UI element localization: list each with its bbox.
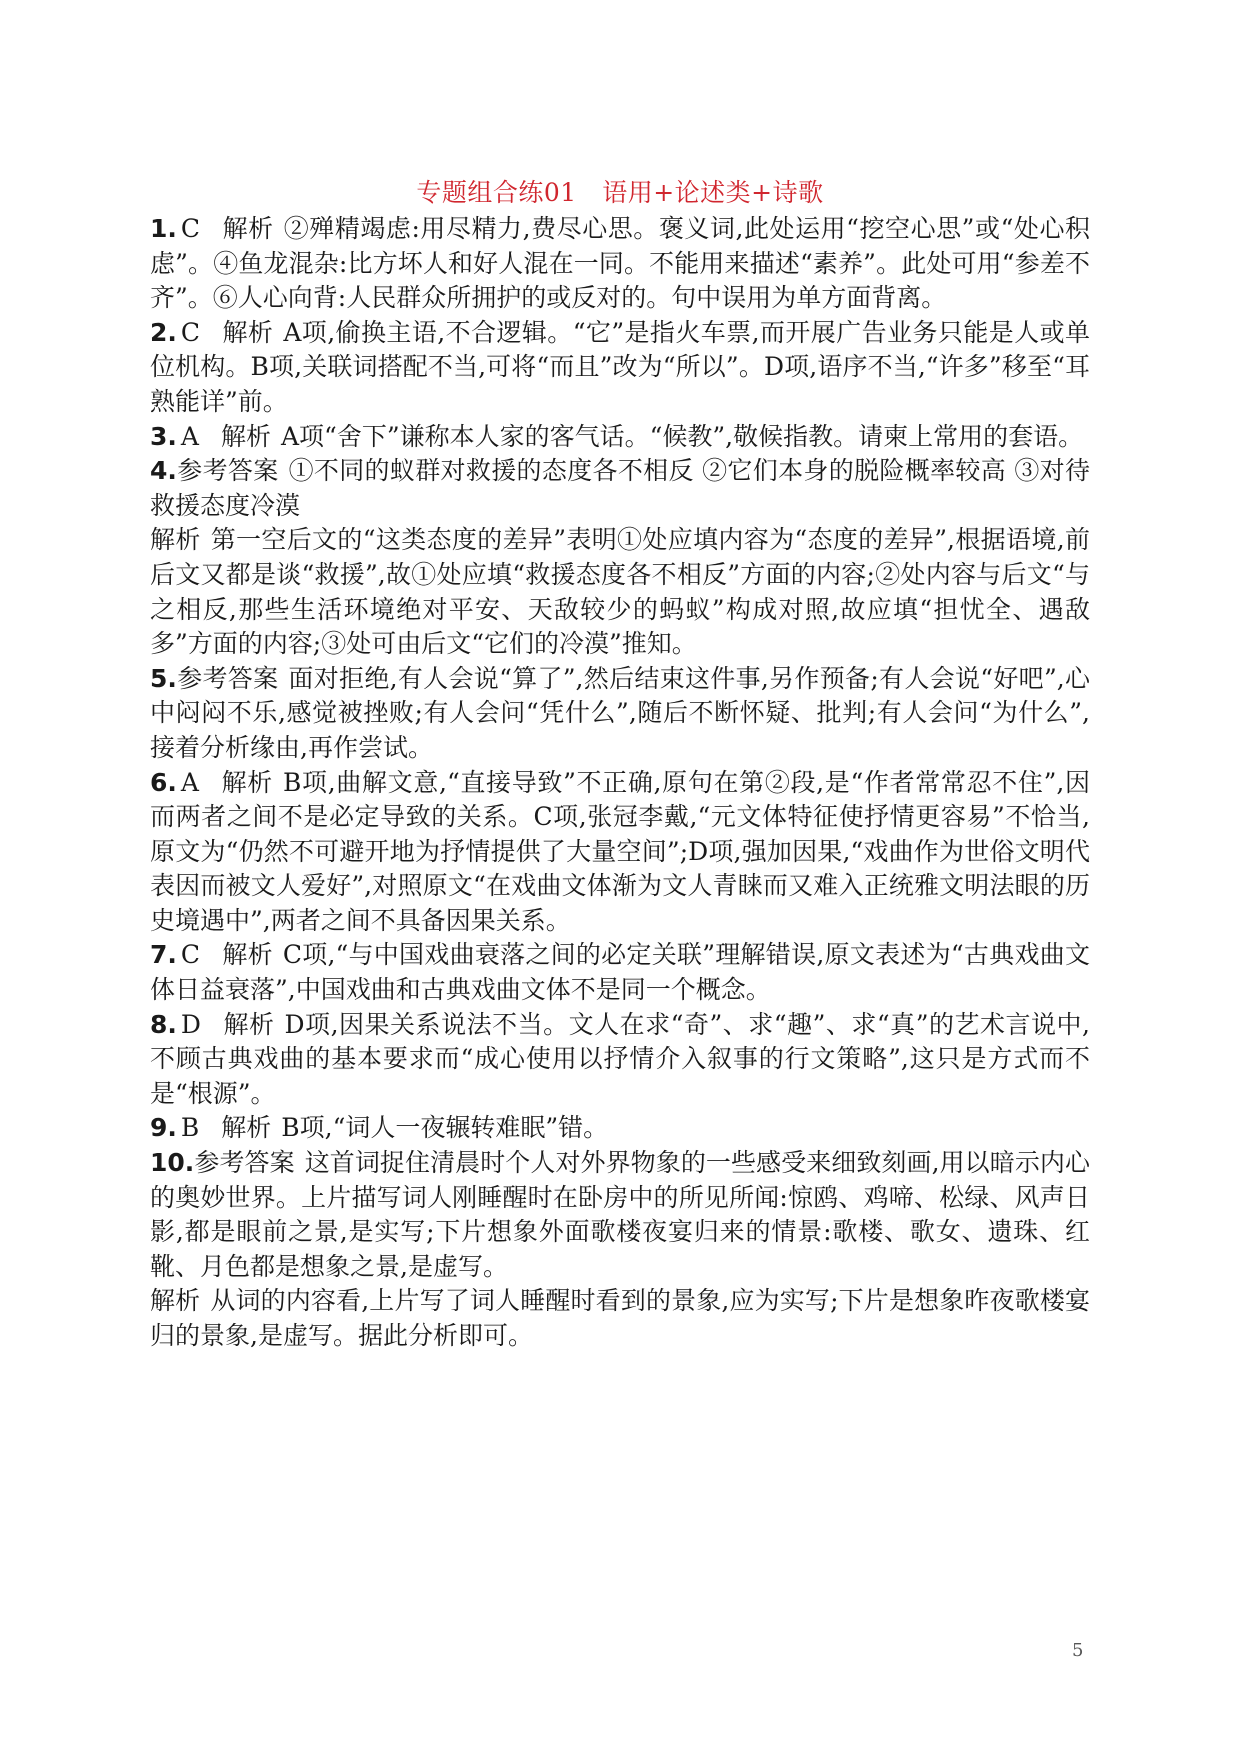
answer-label: 解析 bbox=[221, 1113, 272, 1143]
answer-text: D项,因果关系说法不当。文人在求“奇”、求“趣”、求“真”的艺术言说中,不顾古典戏曲的基本要求而“成心使用以抒情介入叙事的行文策略”,这只是方式而不是“根源”。 bbox=[150, 1009, 1090, 1108]
answer-choice: A bbox=[180, 421, 199, 451]
answer-item bbox=[150, 1284, 1090, 1353]
answer-label: 解析 bbox=[222, 940, 273, 970]
answer-choice: C bbox=[180, 940, 201, 970]
answer-choice: C bbox=[180, 214, 201, 243]
answer-text: 第一空后文的“这类态度的差异”表明①处应填内容为“态度的差异”,根据语境,前后文又都是谈“救援”,故①处应填“救援态度各不相反”方面的内容;②处内容与后文“与之相反,那些生活环境绝对平安、天敌较少的蚂蚁”构成对照,故应填“担忧全、遇敌多”方面的内容;③处可由后文“它们的冷漠”推知。 bbox=[150, 525, 1090, 659]
answer-list bbox=[150, 212, 1090, 1354]
answer-item bbox=[150, 1111, 1090, 1146]
answer-label: 解析 bbox=[222, 214, 274, 243]
answer-item bbox=[150, 1146, 1090, 1284]
answer-text: A项,偷换主语,不合逻辑。“它”是指火车票,而开展广告业务只能是人或单位机构。B项,关联词搭配不当,可将“而且”改为“所以”。D项,语序不当,“许多”移至“耳熟能详”前。 bbox=[150, 317, 1090, 416]
answer-choice: D bbox=[180, 1009, 201, 1039]
answer-choice: C bbox=[180, 317, 201, 347]
answer-text: 从词的内容看,上片写了词人睡醒时看到的景象,应为实写;下片是想象昨夜歌楼宴归的景象,是虚写。据此分析即可。 bbox=[150, 1286, 1090, 1350]
answer-choice: B bbox=[180, 1113, 200, 1143]
answer-label: 解析 bbox=[150, 525, 201, 555]
document-page bbox=[150, 176, 1090, 1354]
question-number: 10. bbox=[150, 1148, 195, 1178]
answer-label: 参考答案 bbox=[176, 663, 279, 693]
question-number: 2. bbox=[150, 317, 177, 347]
answer-item bbox=[150, 1008, 1090, 1112]
answer-item bbox=[150, 420, 1090, 455]
answer-label: 解析 bbox=[220, 767, 273, 797]
answer-text: B项,曲解文意,“直接导致”不正确,原句在第②段,是“作者常常忍不住”,因而两者之间不是必定导致的关系。C项,张冠李戴,“元文体特征使抒情更容易”不恰当,原文为“仍然不可避开地为抒情提供了大量空间”;D项,强加因果,“戏曲作为世俗文明代表因而被文人爱好”,对照原文“在戏曲文体渐为文人青睐而又难入正统雅文明法眼的历史境遇中”,两者之间不具备因果关系。 bbox=[150, 767, 1090, 935]
question-number: 9. bbox=[150, 1113, 177, 1143]
answer-text: 这首词捉住清晨时个人对外界物象的一些感受来细致刻画,用以暗示内心的奥妙世界。上片描写词人刚睡醒时在卧房中的所见所闻:惊鸥、鸡啼、松绿、风声日影,都是眼前之景,是实写;下片想象外面歌楼夜宴归来的情景:歌楼、歌女、遗珠、红靴、月色都是想象之景,是虚写。 bbox=[150, 1148, 1090, 1281]
answer-label: 解析 bbox=[222, 1009, 275, 1039]
question-number: 1. bbox=[150, 214, 177, 243]
answer-text: ②殚精竭虑:用尽精力,费尽心思。褒义词,此处运用“挖空心思”或“处心积虑”。④鱼龙混杂:比方坏人和好人混在一同。不能用来描述“素养”。此处可用“参差不齐”。⑥人心向背:人民群众所拥护的或反对的。句中误用为单方面背离。 bbox=[150, 214, 1090, 313]
answer-text: A项“舍下”谦称本人家的客气话。“候教”,敬候指教。请柬上常用的套语。 bbox=[280, 421, 1084, 451]
question-number: 5. bbox=[150, 663, 177, 693]
answer-item bbox=[150, 454, 1090, 523]
question-number: 7. bbox=[150, 940, 177, 970]
question-number: 8. bbox=[150, 1009, 177, 1039]
answer-item bbox=[150, 938, 1090, 1007]
answer-item bbox=[150, 212, 1090, 316]
answer-label: 解析 bbox=[150, 1286, 201, 1316]
answer-text: B项,“词人一夜辗转难眠”错。 bbox=[281, 1113, 609, 1143]
question-number: 3. bbox=[150, 421, 177, 451]
answer-item bbox=[150, 662, 1090, 766]
answer-text: C项,“与中国戏曲衰落之间的必定关联”理解错误,原文表述为“古典戏曲文体日益衰落”,中国戏曲和古典戏曲文体不是同一个概念。 bbox=[150, 940, 1090, 1005]
answer-label: 参考答案 bbox=[194, 1148, 295, 1178]
answer-label: 参考答案 bbox=[176, 456, 279, 486]
answer-item bbox=[150, 316, 1090, 420]
answer-item bbox=[150, 523, 1090, 661]
answer-label: 解析 bbox=[220, 421, 271, 451]
question-number: 4. bbox=[150, 456, 177, 486]
answer-item bbox=[150, 766, 1090, 939]
answer-label: 解析 bbox=[222, 317, 274, 347]
answer-text: 面对拒绝,有人会说“算了”,然后结束这件事,另作预备;有人会说“好吧”,心中闷闷不乐,感觉被挫败;有人会问“凭什么”,随后不断怀疑、批判;有人会问“为什么”,接着分析缘由,再作尝试。 bbox=[150, 663, 1090, 762]
answer-choice: A bbox=[180, 767, 199, 797]
answer-text: ①不同的蚁群对救援的态度各不相反 ②它们本身的脱险概率较高 ③对待救援态度冷漠 bbox=[150, 456, 1090, 520]
question-number: 6. bbox=[150, 767, 177, 797]
document-title: 专题组合练01 语用+论述类+诗歌 bbox=[416, 178, 824, 207]
page-number: 5 bbox=[1072, 1640, 1084, 1661]
